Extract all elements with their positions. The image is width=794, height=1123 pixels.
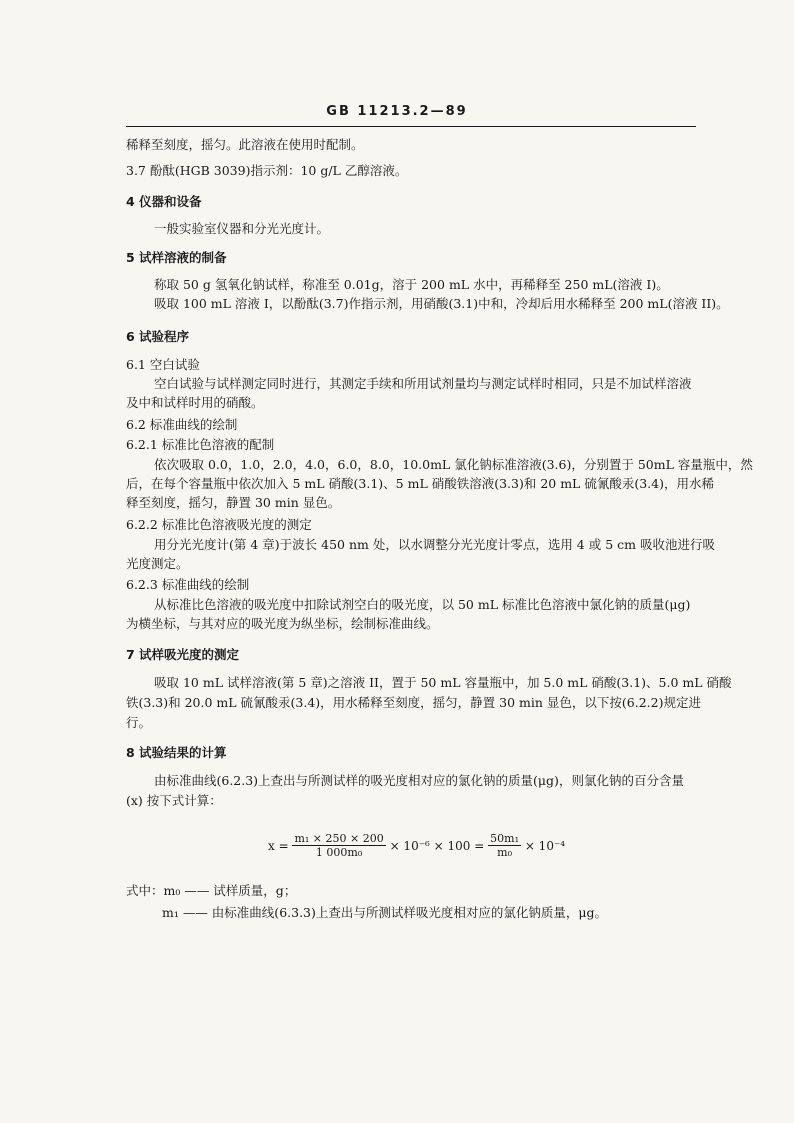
formula-fraction-1 xyxy=(292,832,385,859)
subsection-heading: 6.2.1 标准比色溶液的配制 xyxy=(126,437,275,452)
text-line: 一般实验室仪器和分光光度计。 xyxy=(154,221,330,236)
text-line: 吸取 100 mL 溶液 I，以酚酞(3.7)作指示剂，用硝酸(3.1)中和，冷却后用水稀释至 200 mL(溶液 II)。 xyxy=(154,296,729,311)
text-line: 由标准曲线(6.2.3)上查出与所测试样的吸光度相对应的氯化钠的质量(μg)，则氯化钠的百分含量 xyxy=(154,773,684,788)
text-line: 3.7 酚酞(HGB 3039)指示剂：10 g/L 乙醇溶液。 xyxy=(126,163,408,178)
formula-tail: × 10⁻⁴ xyxy=(524,838,566,853)
section-heading-5: 5 试样溶液的制备 xyxy=(126,250,227,265)
text-line: 光度测定。 xyxy=(126,556,189,571)
text-line: 铁(3.3)和 20.0 mL 硫氰酸汞(3.4)，用水稀释至刻度，摇匀，静置 30 min 显色，以下按(6.2.2)规定进 xyxy=(126,695,701,710)
header-rule xyxy=(126,126,696,127)
section-heading-6: 6 试验程序 xyxy=(126,329,190,344)
subsection-heading: 6.1 空白试验 xyxy=(126,357,200,372)
text-line: 后，在每个容量瓶中依次加入 5 mL 硝酸(3.1)、5 mL 硝酸铁溶液(3.3)和 20 mL 硫氰酸汞(3.4)，用水稀 xyxy=(126,476,714,491)
subsection-heading: 6.2.2 标准比色溶液吸光度的测定 xyxy=(126,517,312,532)
formula-fraction-2 xyxy=(488,832,521,859)
text-line: 行。 xyxy=(126,715,152,730)
section-heading-4: 4 仪器和设备 xyxy=(126,194,202,209)
section-heading-7: 7 试样吸光度的测定 xyxy=(126,647,240,662)
formula-lhs: x = xyxy=(268,838,289,853)
calculation-formula xyxy=(268,832,568,862)
subsection-heading: 6.2 标准曲线的绘制 xyxy=(126,417,238,432)
formula-denominator-1: 1 000m₀ xyxy=(315,846,363,859)
text-line: 稀释至刻度，摇匀。此溶液在使用时配制。 xyxy=(126,137,364,152)
subsection-heading: 6.2.3 标准曲线的绘制 xyxy=(126,577,250,592)
text-line: (x) 按下式计算： xyxy=(126,793,222,808)
formula-numerator-1: m₁ × 250 × 200 xyxy=(294,832,384,845)
text-line: 空白试验与试样测定同时进行，其测定手续和所用试剂量均与测定试样时相同，只是不加试样溶液 xyxy=(154,376,692,391)
text-line: 依次吸取 0.0，1.0，2.0，4.0，6.0，8.0，10.0mL 氯化钠标准溶液(3.6)，分别置于 50mL 容量瓶中，然 xyxy=(154,457,753,472)
formula-middle: × 10⁻⁶ × 100 = xyxy=(389,838,485,853)
text-line: 用分光光度计(第 4 章)于波长 450 nm 处，以水调整分光光度计零点，选用 4 或 5 cm 吸收池进行吸 xyxy=(154,537,715,552)
text-line: 称取 50 g 氢氧化钠试样，称准至 0.01g，溶于 200 mL 水中，再稀释至 250 mL(溶液 I)。 xyxy=(154,277,669,292)
section-heading-8: 8 试验结果的计算 xyxy=(126,745,227,760)
text-line: 释至刻度，摇匀，静置 30 min 显色。 xyxy=(126,495,341,510)
variable-definition: m₁ —— 由标准曲线(6.3.3)上查出与所测试样吸光度相对应的氯化钠质量，μg。 xyxy=(162,905,607,920)
formula-numerator-2: 50m₁ xyxy=(490,832,519,845)
text-line: 及中和试样时用的硝酸。 xyxy=(126,395,264,410)
page-header: GB 11213.2—89 xyxy=(326,104,468,119)
formula-denominator-2: m₀ xyxy=(497,846,512,859)
text-line: 从标准比色溶液的吸光度中扣除试剂空白的吸光度，以 50 mL 标准比色溶液中氯化钠的质量(μg) xyxy=(154,597,691,612)
text-line: 吸取 10 mL 试样溶液(第 5 章)之溶液 II，置于 50 mL 容量瓶中，加 5.0 mL 硝酸(3.1)、5.0 mL 硝酸 xyxy=(154,675,732,690)
variable-definition: 式中：m₀ —— 试样质量，g； xyxy=(126,883,297,898)
text-line: 为横坐标，与其对应的吸光度为纵坐标，绘制标准曲线。 xyxy=(126,616,439,631)
